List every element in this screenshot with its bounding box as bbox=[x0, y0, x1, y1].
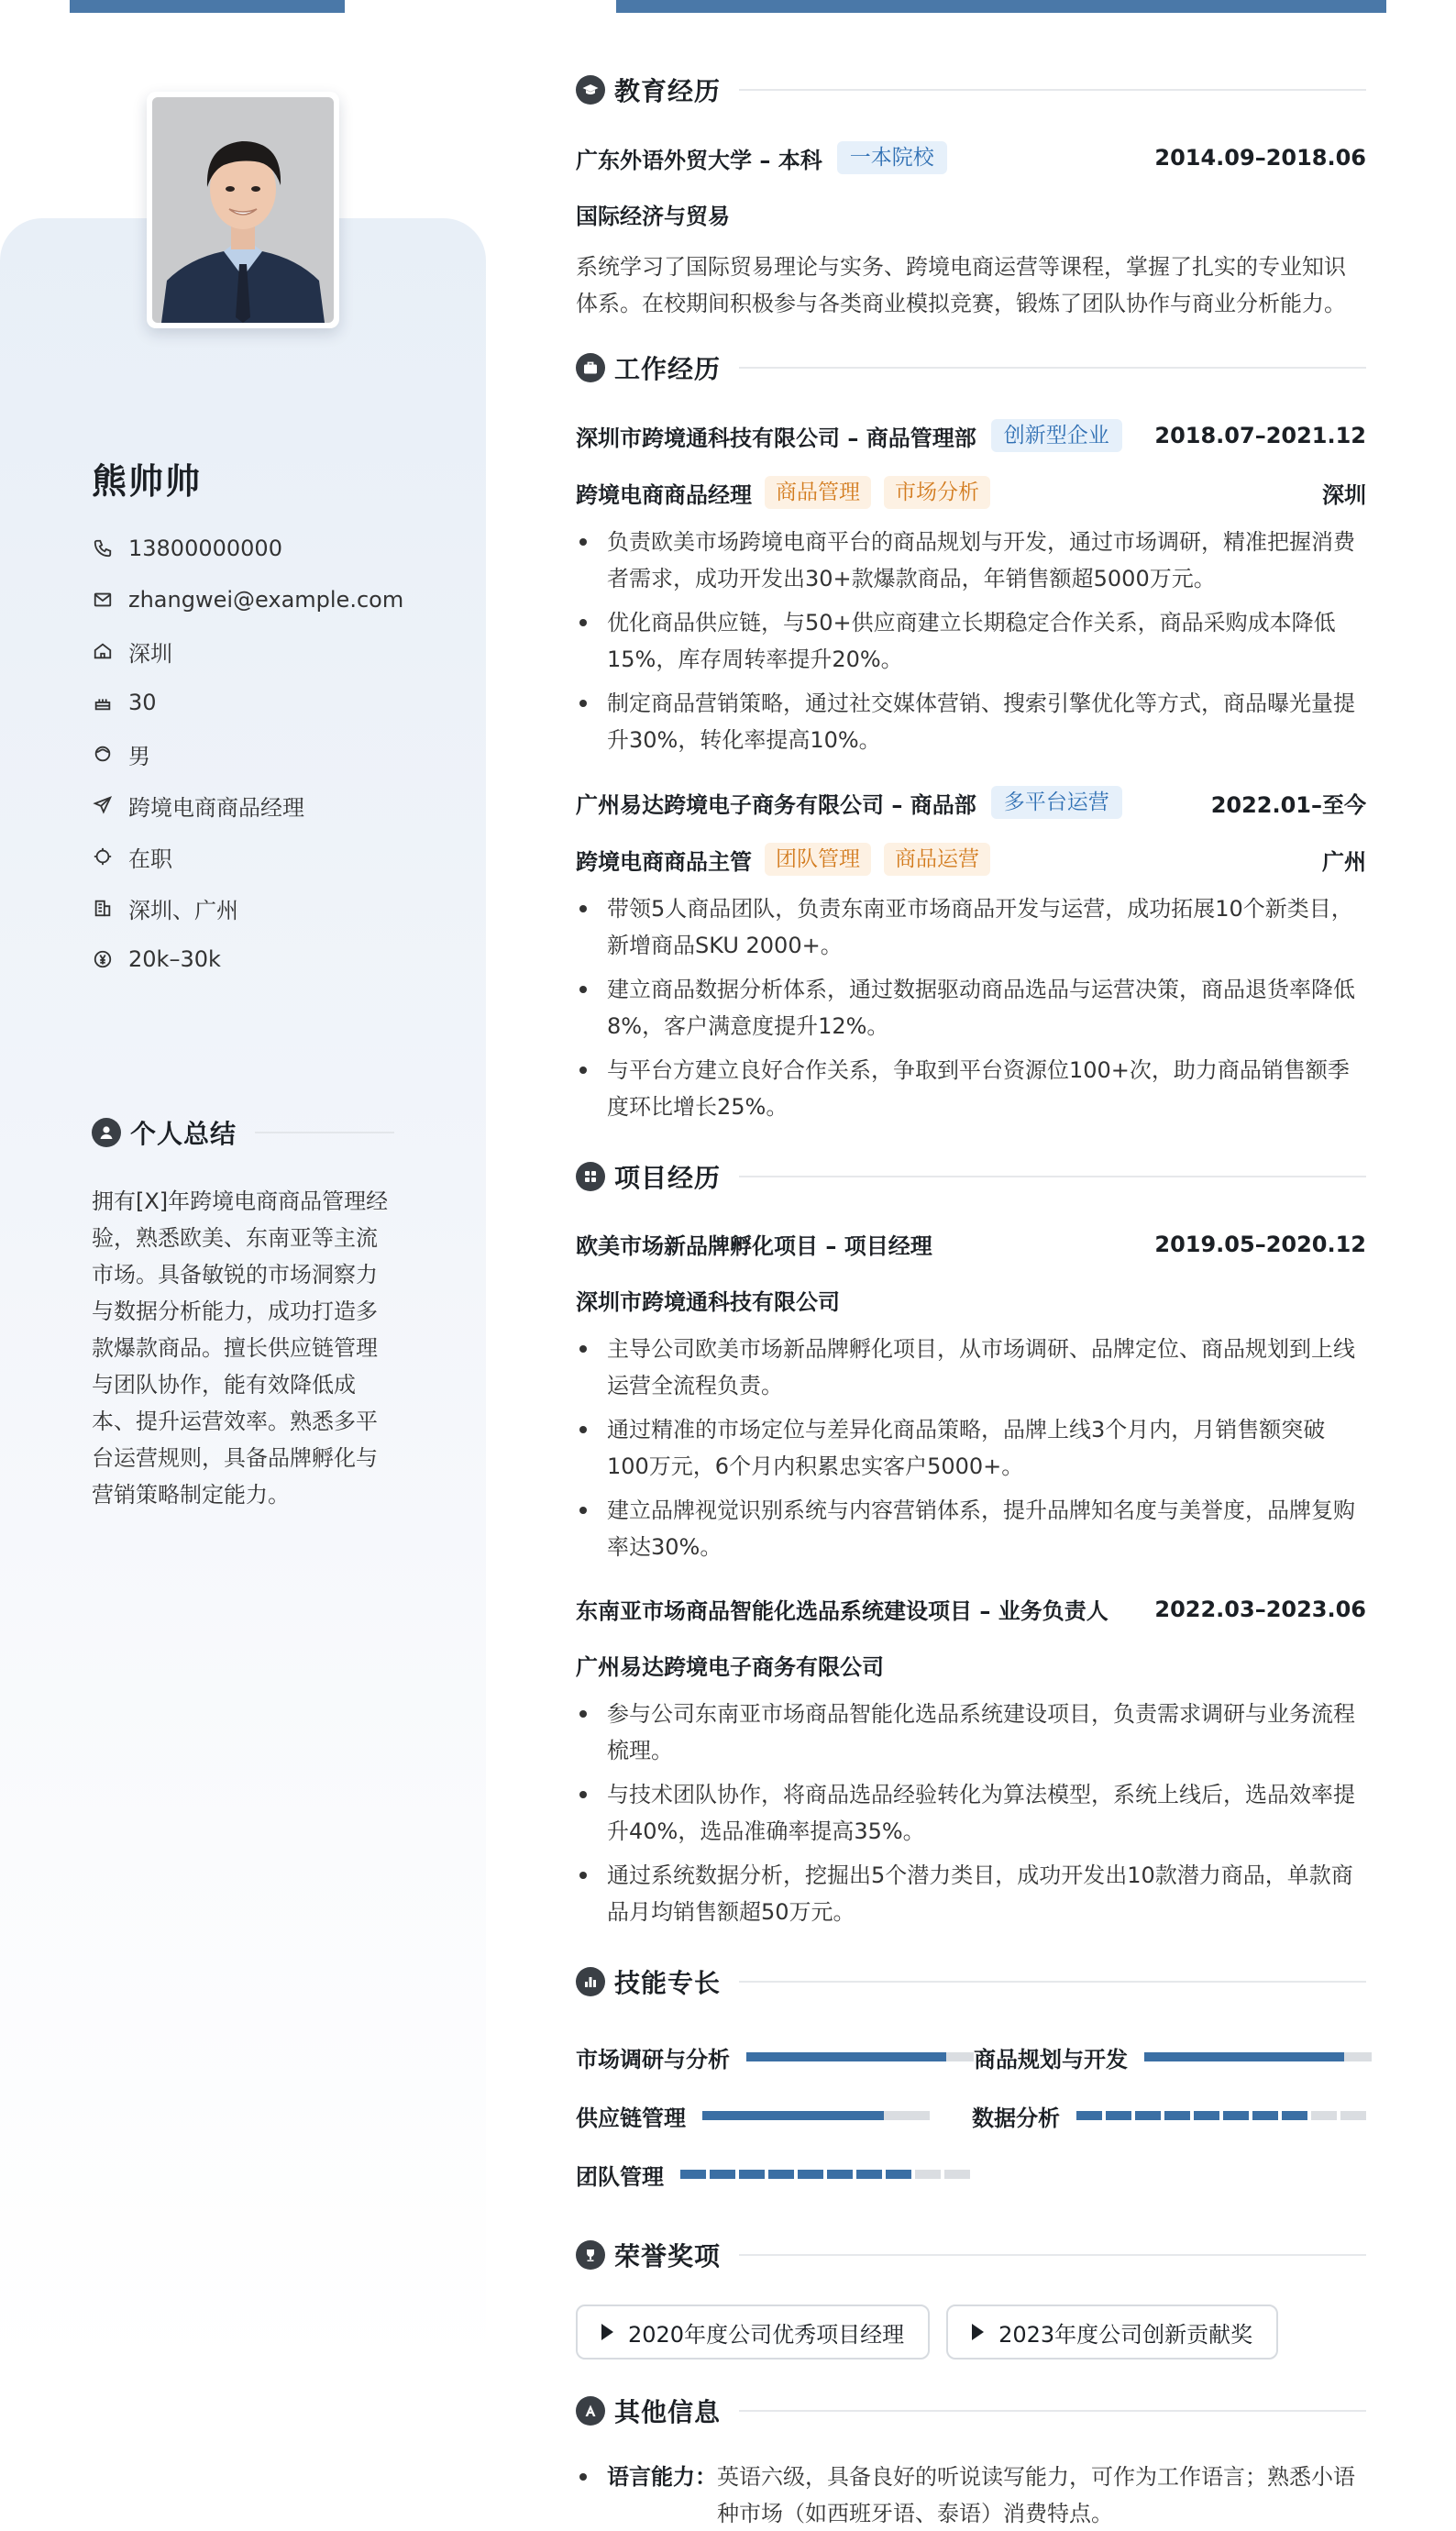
profile-photo bbox=[147, 92, 339, 328]
info-city bbox=[92, 625, 403, 677]
project-company-row bbox=[576, 1649, 1366, 1681]
project-date: 2019.05–2020.12 bbox=[1154, 1231, 1366, 1257]
awards-title: 荣誉奖项 bbox=[614, 2241, 722, 2271]
top-accent-bar-left bbox=[70, 0, 345, 13]
skill-bar-segment bbox=[680, 2170, 706, 2179]
skills-divider bbox=[739, 1981, 1366, 1983]
project-name: 欧美市场新品牌孵化项目 – 项目经理 bbox=[576, 1233, 932, 1259]
skills-list bbox=[576, 2028, 1366, 2204]
grid-icon bbox=[576, 1162, 605, 1191]
project-entry bbox=[576, 1593, 1366, 1930]
skill-bar-segment bbox=[768, 2170, 794, 2179]
skill-bar-fill bbox=[1144, 2052, 1344, 2061]
education-description: 系统学习了国际贸易理论与实务、跨境电商运营等课程，掌握了扎实的专业知识体系。在校期间积极参与各类商业模拟竞赛，锻炼了团队协作与商业分析能力。 bbox=[576, 254, 1346, 316]
work-date: 2018.07–2021.12 bbox=[1154, 423, 1366, 448]
skill-bar-segment bbox=[1340, 2111, 1366, 2120]
awards-divider bbox=[739, 2254, 1366, 2256]
skills-title: 技能专长 bbox=[614, 1968, 722, 1998]
graduation-cap-icon bbox=[576, 75, 605, 105]
work-bullets bbox=[576, 524, 1366, 758]
other-item-key: 语言能力： bbox=[607, 2464, 717, 2490]
info-salary bbox=[92, 934, 403, 985]
company-name: 广州易达跨境电子商务有限公司 – 商品部 bbox=[576, 791, 976, 818]
skill-bar-segment bbox=[856, 2170, 882, 2179]
project-divider bbox=[739, 1176, 1366, 1177]
home-icon bbox=[92, 640, 114, 662]
gender-icon bbox=[92, 743, 114, 765]
other-list bbox=[576, 2459, 1366, 2531]
work-role-row bbox=[576, 476, 1366, 509]
info-email bbox=[92, 574, 403, 625]
work-heading bbox=[576, 349, 1366, 386]
project-bullets bbox=[576, 1696, 1366, 1930]
text-icon bbox=[576, 2396, 605, 2426]
skill-bar-segment bbox=[1164, 2111, 1190, 2120]
work-city: 广州 bbox=[1322, 848, 1366, 875]
skill-name: 商品规划与开发 bbox=[974, 2046, 1128, 2072]
mail-icon bbox=[92, 589, 114, 611]
skill-tag: 商品运营 bbox=[884, 843, 990, 876]
summary-text: 拥有[X]年跨境电商商品管理经验，熟悉欧美、东南亚等主流市场。具备敏锐的市场洞察力与数据分析能力，成功打造多款爆款商品。擅长供应链管理与团队协作，能有效降低成本、提升运营效率。熟悉多平台运营规则，具备品牌孵化与营销策略制定能力。 bbox=[92, 1188, 389, 1508]
project-company: 广州易达跨境电子商务有限公司 bbox=[576, 1654, 884, 1680]
skill-item bbox=[576, 2100, 972, 2132]
project-title: 项目经历 bbox=[614, 1163, 722, 1193]
bullet-item: 优化商品供应链，与50+供应商建立长期稳定合作关系，商品采购成本降低15%，库存周转率提升20%。 bbox=[576, 604, 1366, 678]
contact-info-list bbox=[92, 523, 403, 985]
major-name: 国际经济与贸易 bbox=[576, 204, 730, 229]
bullet-item: 与平台方建立良好合作关系，争取到平台资源位100+次，助力商品销售额季度环比增长25%。 bbox=[576, 1052, 1366, 1125]
project-date: 2022.03–2023.06 bbox=[1154, 1596, 1366, 1622]
work-entry-header bbox=[576, 786, 1366, 819]
email-text: zhangwei@example.com bbox=[128, 587, 404, 613]
play-icon bbox=[601, 2324, 613, 2340]
skill-bar-segment bbox=[710, 2170, 735, 2179]
bullet-item: 建立品牌视觉识别系统与内容营销体系，提升品牌知名度与美誉度，品牌复购率达30%。 bbox=[576, 1492, 1366, 1565]
bar-chart-icon bbox=[576, 1967, 605, 1996]
skill-bar bbox=[1144, 2052, 1372, 2061]
award-label: 2020年度公司优秀项目经理 bbox=[628, 2321, 905, 2348]
status-icon bbox=[92, 846, 114, 868]
work-entry-header bbox=[576, 419, 1366, 452]
project-company-row bbox=[576, 1284, 1366, 1316]
skill-tag: 团队管理 bbox=[765, 843, 871, 876]
bullet-item: 负责欧美市场跨境电商平台的商品规划与开发，通过市场调研，精准把握消费者需求，成功开发出30+款爆款商品，年销售额超5000万元。 bbox=[576, 524, 1366, 597]
top-accent-bar-right bbox=[616, 0, 1386, 13]
other-title: 其他信息 bbox=[614, 2397, 722, 2427]
company-tag: 多平台运营 bbox=[991, 786, 1122, 819]
position-text: 跨境电商商品经理 bbox=[128, 794, 304, 821]
work-entry bbox=[576, 786, 1366, 1125]
bullet-item: 制定商品营销策略，通过社交媒体营销、搜索引擎优化等方式，商品曝光量提升30%，转化率提高10%。 bbox=[576, 685, 1366, 758]
cake-icon bbox=[92, 691, 114, 713]
skill-name: 市场调研与分析 bbox=[576, 2046, 730, 2072]
info-age bbox=[92, 677, 403, 728]
project-header bbox=[576, 1593, 1366, 1625]
skill-bar-segment bbox=[1194, 2111, 1219, 2120]
company-name: 深圳市跨境通科技有限公司 – 商品管理部 bbox=[576, 425, 976, 451]
work-date: 2022.01–至今 bbox=[1210, 791, 1366, 818]
send-icon bbox=[92, 794, 114, 816]
school-name: 广东外语外贸大学 – 本科 bbox=[576, 147, 822, 173]
school-tag: 一本院校 bbox=[837, 141, 947, 174]
education-heading bbox=[576, 72, 1366, 108]
skill-item bbox=[576, 2159, 970, 2191]
info-target-position bbox=[92, 779, 403, 831]
skill-bar-fill bbox=[702, 2111, 884, 2120]
work-role-row bbox=[576, 843, 1366, 876]
work-title: 工作经历 bbox=[614, 354, 722, 384]
city-text: 深圳 bbox=[128, 640, 172, 667]
bullet-item: 与技术团队协作，将商品选品经验转化为算法模型，系统上线后，选品效率提升40%，选品准确率提高35%。 bbox=[576, 1776, 1366, 1850]
phone-text: 13800000000 bbox=[128, 536, 282, 561]
info-phone bbox=[92, 523, 403, 574]
skill-item bbox=[974, 2041, 1372, 2073]
education-divider bbox=[739, 89, 1366, 91]
skill-bar-segment bbox=[1135, 2111, 1161, 2120]
education-date: 2014.09–2018.06 bbox=[1154, 145, 1366, 171]
summary-title: 个人总结 bbox=[130, 1119, 237, 1149]
info-status bbox=[92, 831, 403, 882]
skill-bar-segment bbox=[1252, 2111, 1278, 2120]
bullet-item: 通过系统数据分析，挖掘出5个潜力类目，成功开发出10款潜力商品，单款商品月均销售额超50万元。 bbox=[576, 1857, 1366, 1930]
skill-bar-segment bbox=[827, 2170, 853, 2179]
project-heading bbox=[576, 1158, 1366, 1195]
work-divider bbox=[739, 367, 1366, 369]
skill-bar bbox=[680, 2170, 970, 2179]
project-header bbox=[576, 1228, 1366, 1260]
other-divider bbox=[739, 2410, 1366, 2412]
trophy-icon bbox=[576, 2240, 605, 2270]
skill-name: 团队管理 bbox=[576, 2163, 664, 2190]
skill-tag: 市场分析 bbox=[884, 476, 990, 509]
skill-bar-segment bbox=[1076, 2111, 1102, 2120]
company-tag: 创新型企业 bbox=[991, 419, 1122, 452]
skill-bar-segment bbox=[1106, 2111, 1131, 2120]
gender-text: 男 bbox=[128, 743, 150, 769]
skill-tag: 商品管理 bbox=[765, 476, 871, 509]
project-bullets bbox=[576, 1331, 1366, 1565]
bullet-item: 建立商品数据分析体系，通过数据驱动商品选品与运营决策，商品退货率降低8%，客户满意度提升12%。 bbox=[576, 971, 1366, 1044]
skill-bar-segment bbox=[886, 2170, 911, 2179]
skill-bar-segment bbox=[915, 2170, 941, 2179]
award-chip bbox=[946, 2304, 1278, 2360]
age-text: 30 bbox=[128, 690, 157, 715]
skills-heading bbox=[576, 1963, 1366, 2000]
project-entry bbox=[576, 1228, 1366, 1565]
other-item bbox=[576, 2459, 1366, 2531]
target-city-text: 深圳、广州 bbox=[128, 897, 238, 923]
skill-item bbox=[576, 2041, 974, 2073]
skill-bar-segment bbox=[1223, 2111, 1249, 2120]
briefcase-icon bbox=[576, 353, 605, 382]
other-item-value: 英语六级，具备良好的听说读写能力，可作为工作语言；熟悉小语种市场（如西班牙语、泰语）消费特点。 bbox=[717, 2464, 1355, 2526]
skill-bar-fill bbox=[746, 2052, 946, 2061]
skill-name: 供应链管理 bbox=[576, 2105, 686, 2131]
summary-divider bbox=[255, 1132, 394, 1133]
bullet-item: 主导公司欧美市场新品牌孵化项目，从市场调研、品牌定位、商品规划到上线运营全流程负责。 bbox=[576, 1331, 1366, 1404]
work-bullets bbox=[576, 890, 1366, 1125]
skill-bar bbox=[702, 2111, 930, 2120]
main-content bbox=[576, 72, 1366, 2531]
skills-row bbox=[576, 2086, 1366, 2145]
summary-heading bbox=[92, 1114, 394, 1151]
project-company: 深圳市跨境通科技有限公司 bbox=[576, 1289, 840, 1315]
bullet-item: 通过精准的市场定位与差异化商品策略，品牌上线3个月内，月销售额突破100万元，6个月内积累忠实客户5000+。 bbox=[576, 1411, 1366, 1485]
skill-item bbox=[972, 2100, 1366, 2132]
work-city: 深圳 bbox=[1322, 481, 1366, 508]
other-section bbox=[576, 2393, 1366, 2531]
job-role: 跨境电商商品经理 bbox=[576, 481, 752, 508]
person-photo bbox=[152, 97, 334, 323]
phone-icon bbox=[92, 537, 114, 559]
skills-section bbox=[576, 1963, 1366, 2204]
awards-heading bbox=[576, 2237, 1366, 2273]
info-gender bbox=[92, 728, 403, 779]
job-role: 跨境电商商品主管 bbox=[576, 848, 752, 875]
skill-bar-segment bbox=[739, 2170, 765, 2179]
candidate-name: 熊帅帅 bbox=[92, 461, 203, 502]
bullet-item: 参与公司东南亚市场商品智能化选品系统建设项目，负责需求调研与业务流程梳理。 bbox=[576, 1696, 1366, 1769]
awards-list bbox=[576, 2304, 1366, 2360]
building-icon bbox=[92, 897, 114, 919]
work-section bbox=[576, 349, 1366, 1125]
education-header-row bbox=[576, 141, 1366, 174]
work-entry bbox=[576, 419, 1366, 758]
user-icon bbox=[92, 1118, 121, 1147]
status-text: 在职 bbox=[128, 846, 172, 872]
skill-bar-segment bbox=[1311, 2111, 1337, 2120]
awards-section bbox=[576, 2237, 1366, 2360]
education-title: 教育经历 bbox=[614, 76, 722, 106]
other-heading bbox=[576, 2393, 1366, 2429]
skill-bar-segment bbox=[944, 2170, 970, 2179]
skills-row bbox=[576, 2145, 1366, 2204]
education-major-row bbox=[576, 198, 1366, 230]
info-target-city bbox=[92, 882, 403, 934]
skill-bar-segment bbox=[798, 2170, 823, 2179]
skill-bar bbox=[1076, 2111, 1366, 2120]
education-section bbox=[576, 72, 1366, 322]
skills-row bbox=[576, 2028, 1366, 2086]
yen-icon bbox=[92, 948, 114, 970]
bullet-item: 带领5人商品团队，负责东南亚市场商品开发与运营，成功拓展10个新类目，新增商品SKU 2000+。 bbox=[576, 890, 1366, 964]
play-icon bbox=[972, 2324, 984, 2340]
award-label: 2023年度公司创新贡献奖 bbox=[998, 2321, 1253, 2348]
award-chip bbox=[576, 2304, 930, 2360]
salary-text: 20k–30k bbox=[128, 946, 221, 972]
skill-bar bbox=[746, 2052, 974, 2061]
project-section bbox=[576, 1158, 1366, 1930]
skill-name: 数据分析 bbox=[972, 2105, 1060, 2131]
skill-bar-segment bbox=[1282, 2111, 1307, 2120]
project-name: 东南亚市场商品智能化选品系统建设项目 – 业务负责人 bbox=[576, 1598, 1109, 1624]
